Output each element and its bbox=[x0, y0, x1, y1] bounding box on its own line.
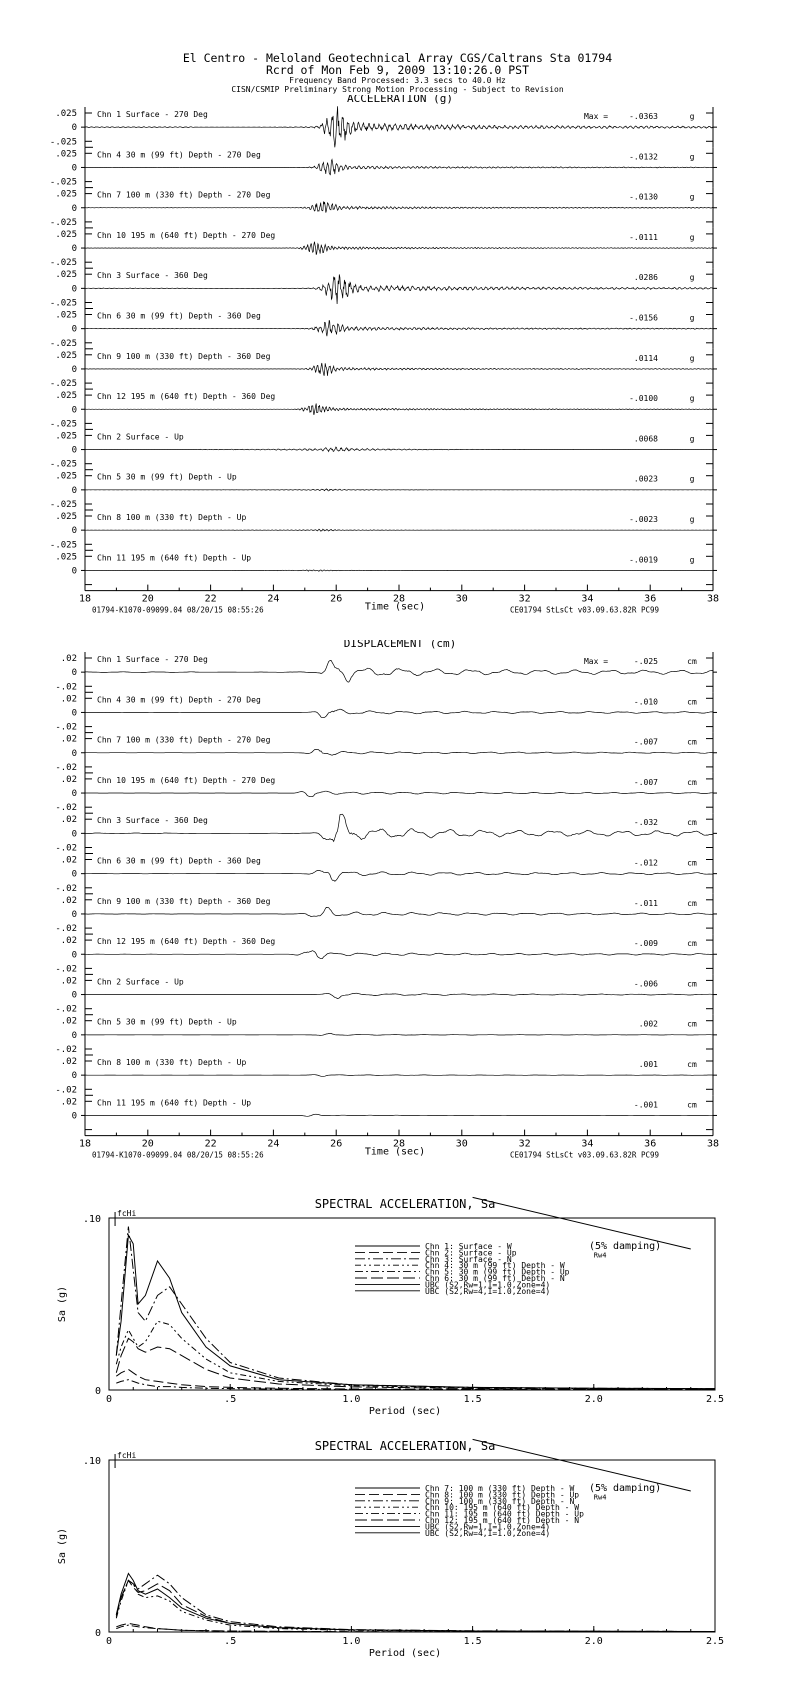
unit-label: cm bbox=[687, 818, 697, 828]
peak-value: -.009 bbox=[633, 939, 658, 949]
x-tick-label: 24 bbox=[267, 1138, 280, 1150]
peak-value: -.032 bbox=[633, 818, 658, 828]
ytick-label: .025 bbox=[55, 471, 77, 482]
x-tick-label: 18 bbox=[78, 1138, 92, 1150]
x-tick-label: 28 bbox=[392, 593, 406, 605]
waveform-trace bbox=[85, 871, 713, 882]
ytick-label: .025 bbox=[55, 189, 77, 200]
channel-panel bbox=[50, 389, 717, 429]
x-tick-label: 1.0 bbox=[342, 1636, 361, 1647]
ytick-label: 0 bbox=[71, 1030, 77, 1041]
ytick-label: 0 bbox=[71, 708, 77, 719]
x-tick-label: 22 bbox=[204, 593, 217, 605]
peak-value: -.006 bbox=[633, 979, 658, 989]
x-tick-label: 2.5 bbox=[705, 1636, 725, 1647]
y-tick-label: 0 bbox=[94, 1386, 101, 1397]
ytick-label: -.025 bbox=[49, 459, 77, 470]
peak-value: .0068 bbox=[633, 434, 658, 444]
x-axis-label: Period (sec) bbox=[368, 1648, 442, 1659]
chart-title: SPECTRAL ACCELERATION, Sa bbox=[314, 1439, 496, 1453]
ytick-label: .02 bbox=[60, 1016, 77, 1027]
spectrum-curve bbox=[116, 1574, 715, 1632]
waveform-trace bbox=[85, 489, 713, 491]
channel-label: Chn 9 100 m (330 ft) Depth - 360 Deg bbox=[97, 896, 271, 906]
ytick-label: .02 bbox=[60, 855, 77, 866]
spectral-chart-1 bbox=[0, 1190, 795, 1430]
unit-label: cm bbox=[687, 1060, 697, 1069]
waveform-trace bbox=[85, 363, 713, 376]
peak-value: .002 bbox=[638, 1019, 658, 1029]
ytick-label: .02 bbox=[60, 815, 77, 826]
waveform-trace bbox=[85, 160, 713, 176]
x-tick-label: 1.5 bbox=[463, 1394, 482, 1405]
ytick-label: 0 bbox=[71, 284, 77, 295]
channel-label: Chn 6 30 m (99 ft) Depth - 360 Deg bbox=[97, 311, 261, 321]
ytick-label: .025 bbox=[55, 552, 77, 563]
x-tick-label: 32 bbox=[518, 593, 531, 605]
ytick-label: -.025 bbox=[49, 338, 77, 349]
ytick-label: -.02 bbox=[55, 1085, 77, 1096]
unit-label: g bbox=[689, 515, 695, 524]
x-tick-label: .5 bbox=[224, 1394, 237, 1405]
channel-panel bbox=[50, 309, 717, 349]
channel-panel bbox=[55, 813, 717, 853]
ytick-label: -.02 bbox=[55, 843, 77, 854]
ytick-label: -.025 bbox=[49, 177, 77, 188]
footer-right: CE01794 StLsCt v03.09.63.82R PC99 bbox=[510, 1150, 660, 1160]
frequency-band: Frequency Band Processed: 3.3 secs to 40.0 Hz bbox=[289, 76, 506, 85]
ytick-label: 0 bbox=[71, 950, 77, 961]
ytick-label: -.025 bbox=[49, 500, 77, 510]
unit-label: g bbox=[689, 474, 695, 484]
channel-label: Chn 6 30 m (99 ft) Depth - 360 Deg bbox=[97, 856, 261, 866]
ytick-label: -.025 bbox=[49, 217, 77, 228]
x-tick-label: 34 bbox=[581, 1138, 594, 1150]
peak-value: -.012 bbox=[633, 858, 658, 868]
spectral-chart-2 bbox=[0, 1432, 795, 1678]
ytick-label: .025 bbox=[55, 350, 77, 361]
channel-label: Chn 10 195 m (640 ft) Depth - 270 Deg bbox=[97, 775, 276, 785]
x-tick-label: 34 bbox=[581, 593, 594, 605]
channel-panel bbox=[55, 854, 717, 894]
ytick-label: .025 bbox=[55, 512, 77, 522]
x-tick-label: 36 bbox=[644, 593, 657, 605]
peak-value: -.007 bbox=[633, 777, 658, 787]
ytick-label: 0 bbox=[71, 869, 77, 880]
channel-label: Chn 1 Surface - 270 Deg bbox=[97, 655, 208, 664]
channel-label: Chn 4 30 m (99 ft) Depth - 270 Deg bbox=[97, 695, 261, 705]
channel-label: Chn 3 Surface - 360 Deg bbox=[97, 816, 208, 826]
y-axis-label: Sa (g) bbox=[57, 1285, 68, 1323]
channel-label: Chn 12 195 m (640 ft) Depth - 360 Deg bbox=[97, 937, 276, 947]
unit-label: cm bbox=[687, 657, 697, 666]
unit-label: g bbox=[689, 313, 695, 323]
spectrum-curve bbox=[116, 1321, 715, 1389]
unit-label: cm bbox=[687, 979, 697, 989]
ytick-label: -.02 bbox=[55, 762, 77, 773]
ytick-label: -.02 bbox=[55, 682, 77, 693]
unit-label: cm bbox=[687, 898, 697, 908]
channel-panel bbox=[55, 1055, 717, 1095]
channel-panel bbox=[55, 692, 717, 732]
x-tick-label: 26 bbox=[330, 1138, 343, 1150]
ytick-label: 0 bbox=[71, 748, 77, 759]
unit-label: cm bbox=[687, 1100, 697, 1110]
ytick-label: -.02 bbox=[55, 1045, 77, 1055]
channel-label: Chn 1 Surface - 270 Deg bbox=[97, 110, 208, 119]
x-tick-label: 18 bbox=[78, 593, 92, 605]
ytick-label: 0 bbox=[71, 990, 77, 1001]
legend-entry: Chn 2: Surface - Up bbox=[425, 1248, 517, 1258]
unit-label: g bbox=[689, 112, 695, 121]
ytick-label: 0 bbox=[71, 909, 77, 920]
channel-panel bbox=[50, 510, 717, 550]
panel-title: DISPLACEMENT (cm) bbox=[343, 640, 457, 650]
waveform-trace bbox=[85, 447, 713, 452]
acceleration-chart bbox=[0, 95, 795, 620]
channel-panel bbox=[55, 974, 717, 1014]
channel-label: Chn 5 30 m (99 ft) Depth - Up bbox=[97, 472, 237, 482]
waveform-trace bbox=[85, 202, 713, 213]
unit-label: g bbox=[689, 152, 695, 162]
y-tick-label: .10 bbox=[82, 1214, 101, 1225]
ytick-label: 0 bbox=[71, 1111, 77, 1122]
ytick-label: .025 bbox=[55, 310, 77, 321]
x-tick-label: 38 bbox=[706, 593, 720, 605]
ytick-label: -.02 bbox=[55, 722, 77, 733]
ytick-label: 0 bbox=[71, 445, 77, 456]
channel-label: Chn 8 100 m (330 ft) Depth - Up bbox=[97, 1058, 247, 1067]
footer-right: CE01794 StLsCt v03.09.63.82R PC99 bbox=[510, 605, 660, 615]
channel-label: Chn 11 195 m (640 ft) Depth - Up bbox=[97, 553, 252, 563]
ytick-label: 0 bbox=[71, 324, 77, 335]
channel-label: Chn 12 195 m (640 ft) Depth - 360 Deg bbox=[97, 392, 276, 402]
spectrum-curve bbox=[116, 1580, 715, 1631]
ytick-label: .025 bbox=[55, 109, 77, 119]
waveform-trace bbox=[85, 404, 713, 415]
ytick-label: .025 bbox=[55, 149, 77, 160]
unit-label: g bbox=[689, 273, 695, 283]
channel-label: Chn 3 Surface - 360 Deg bbox=[97, 271, 208, 281]
x-tick-label: .5 bbox=[224, 1636, 237, 1647]
waveform-trace bbox=[85, 242, 713, 255]
spectrum-curve bbox=[116, 1338, 715, 1389]
channel-label: Chn 4 30 m (99 ft) Depth - 270 Deg bbox=[97, 150, 261, 160]
channel-panel bbox=[55, 894, 717, 934]
channel-label: Chn 2 Surface - Up bbox=[97, 432, 184, 442]
legend-entry: Chn 1: Surface - W bbox=[425, 1242, 512, 1251]
y-axis-label: Sa (g) bbox=[57, 1527, 68, 1565]
ytick-label: -.025 bbox=[49, 379, 77, 390]
max-label: Max = bbox=[583, 657, 609, 666]
channel-panel bbox=[50, 147, 717, 187]
legend-entry: Chn 4: 30 m (99 ft) Depth - W bbox=[425, 1261, 565, 1271]
waveform-trace bbox=[85, 791, 713, 797]
peak-value: -.0111 bbox=[629, 232, 658, 242]
channel-panel bbox=[50, 188, 717, 228]
station-title: El Centro - Meloland Geotechnical Array CGS/Caltrans Sta 01794 bbox=[182, 51, 613, 65]
displacement-chart bbox=[0, 640, 795, 1160]
ytick-label: -.02 bbox=[55, 1004, 77, 1015]
ytick-label: .02 bbox=[60, 694, 77, 705]
unit-label: cm bbox=[687, 737, 697, 747]
channel-label: Chn 8 100 m (330 ft) Depth - Up bbox=[97, 513, 247, 522]
channel-panel bbox=[55, 550, 717, 590]
x-tick-label: 38 bbox=[706, 1138, 720, 1150]
channel-panel bbox=[55, 1015, 717, 1055]
ytick-label: .025 bbox=[55, 229, 77, 240]
ytick-label: -.025 bbox=[49, 419, 77, 430]
channel-label: Chn 7 100 m (330 ft) Depth - 270 Deg bbox=[97, 190, 271, 200]
x-tick-label: 24 bbox=[267, 593, 280, 605]
ytick-label: 0 bbox=[71, 203, 77, 214]
channel-panel bbox=[50, 106, 717, 147]
channel-panel bbox=[50, 429, 717, 469]
ytick-label: 0 bbox=[71, 485, 77, 496]
panel-title: ACCELERATION (g) bbox=[347, 95, 453, 105]
legend-entry: Chn 9: 100 m (330 ft) Depth - N bbox=[425, 1496, 575, 1506]
channel-panel bbox=[55, 652, 717, 692]
y-tick-label: 0 bbox=[94, 1628, 101, 1639]
legend-entry: UBC (S2,Rw=1,I=1.0,Zone=4) bbox=[425, 1280, 551, 1290]
ytick-label: .02 bbox=[60, 654, 77, 664]
peak-value: -.0156 bbox=[629, 313, 658, 323]
x-tick-label: 20 bbox=[141, 1138, 154, 1150]
peak-value: -.011 bbox=[633, 898, 658, 908]
peak-value: -.0019 bbox=[629, 555, 658, 565]
legend-entry: UBC (S2,Rw=1,I=1.0,Zone=4) bbox=[425, 1522, 551, 1532]
processing-note: CISN/CSMIP Preliminary Strong Motion Processing - Subject to Revision bbox=[231, 85, 564, 94]
channel-panel bbox=[55, 934, 717, 974]
ytick-label: 0 bbox=[71, 405, 77, 416]
channel-panel bbox=[50, 349, 717, 389]
peak-value: -.0100 bbox=[629, 394, 658, 404]
channel-label: Chn 10 195 m (640 ft) Depth - 270 Deg bbox=[97, 230, 276, 240]
legend-entry: Chn 6: 30 m (99 ft) Depth - N bbox=[425, 1274, 565, 1283]
x-tick-label: 26 bbox=[330, 593, 343, 605]
legend-entry: Chn 10: 195 m (640 ft) Depth - W bbox=[425, 1503, 580, 1513]
channel-label: Chn 11 195 m (640 ft) Depth - Up bbox=[97, 1098, 252, 1108]
channel-label: Chn 7 100 m (330 ft) Depth - 270 Deg bbox=[97, 735, 271, 745]
peak-value: .0286 bbox=[633, 273, 658, 283]
x-tick-label: 28 bbox=[392, 1138, 406, 1150]
ytick-label: 0 bbox=[71, 1071, 77, 1082]
ytick-label: 0 bbox=[71, 526, 77, 537]
unit-label: g bbox=[689, 353, 695, 363]
unit-label: g bbox=[689, 192, 695, 202]
ytick-label: 0 bbox=[71, 789, 77, 800]
x-tick-label: 2.0 bbox=[584, 1394, 603, 1405]
unit-label: g bbox=[689, 434, 695, 444]
legend-entry: Chn 5: 30 m (99 ft) Depth - Up bbox=[425, 1267, 570, 1277]
unit-label: cm bbox=[687, 1019, 697, 1029]
rw-label: Rw4 bbox=[593, 1251, 607, 1260]
unit-label: g bbox=[689, 232, 695, 242]
peak-value: -.0023 bbox=[629, 515, 658, 524]
peak-value: .001 bbox=[638, 1060, 658, 1069]
unit-label: cm bbox=[687, 697, 697, 707]
peak-value: -.0132 bbox=[629, 152, 658, 162]
x-tick-label: 30 bbox=[455, 593, 468, 605]
legend-entry: Chn 12: 195 m (640 ft) Depth - N bbox=[425, 1516, 580, 1525]
channel-label: Chn 9 100 m (330 ft) Depth - 360 Deg bbox=[97, 351, 271, 361]
ytick-label: -.025 bbox=[49, 540, 77, 551]
waveform-trace bbox=[85, 1034, 713, 1036]
ytick-label: .02 bbox=[60, 936, 77, 947]
spectrum-curve bbox=[116, 1235, 715, 1388]
channel-label: Chn 5 30 m (99 ft) Depth - Up bbox=[97, 1017, 237, 1027]
y-tick-label: .10 bbox=[82, 1456, 101, 1467]
ytick-label: .025 bbox=[55, 270, 77, 281]
spectrum-curve bbox=[116, 1575, 715, 1631]
ytick-label: 0 bbox=[71, 364, 77, 375]
x-tick-label: 32 bbox=[518, 1138, 531, 1150]
channel-panel bbox=[55, 733, 717, 773]
rw-label: Rw4 bbox=[593, 1493, 607, 1502]
max-label: Max = bbox=[583, 112, 609, 121]
unit-label: cm bbox=[687, 939, 697, 949]
ytick-label: -.02 bbox=[55, 964, 77, 975]
peak-value: -.007 bbox=[633, 737, 658, 747]
ytick-label: .02 bbox=[60, 734, 77, 745]
ytick-label: 0 bbox=[71, 244, 77, 255]
peak-value: -.0130 bbox=[629, 192, 658, 202]
ytick-label: -.025 bbox=[49, 137, 77, 148]
ytick-label: -.02 bbox=[55, 883, 77, 894]
peak-value: -.0363 bbox=[629, 112, 658, 121]
ytick-label: 0 bbox=[71, 566, 77, 577]
footer-left: 01794-K1070-09099.04 08/20/15 08:55:26 bbox=[92, 1150, 264, 1160]
waveform-trace bbox=[85, 993, 713, 998]
ytick-label: .02 bbox=[60, 774, 77, 785]
ytick-label: .02 bbox=[60, 976, 77, 987]
peak-value: -.010 bbox=[633, 697, 658, 707]
ytick-label: .025 bbox=[55, 431, 77, 442]
waveform-trace bbox=[85, 529, 713, 531]
ytick-label: .025 bbox=[55, 391, 77, 402]
fchi-label: fcHi bbox=[117, 1451, 137, 1460]
x-tick-label: 1.5 bbox=[463, 1636, 482, 1647]
waveform-trace bbox=[85, 709, 713, 718]
x-axis-label: Time (sec) bbox=[364, 1146, 426, 1158]
x-tick-label: 30 bbox=[455, 1138, 468, 1150]
record-time: Rcrd of Mon Feb 9, 2009 13:10:26.0 PST bbox=[265, 63, 530, 77]
x-tick-label: 20 bbox=[141, 593, 154, 605]
legend-entry: UBC (S2,Rw=4,I=1.0,Zone=4) bbox=[425, 1528, 551, 1538]
waveform-trace bbox=[85, 570, 713, 571]
ytick-label: -.025 bbox=[49, 298, 77, 309]
damping-label: (5% damping) bbox=[588, 1482, 662, 1494]
chart-title: SPECTRAL ACCELERATION, Sa bbox=[314, 1197, 496, 1211]
legend-entry: UBC (S2,Rw=4,I=1.0,Zone=4) bbox=[425, 1286, 551, 1296]
waveform-trace bbox=[85, 1114, 713, 1116]
channel-panel bbox=[61, 1095, 717, 1135]
x-tick-label: 0 bbox=[105, 1636, 113, 1647]
x-tick-label: 2.0 bbox=[584, 1636, 603, 1647]
waveform-trace bbox=[85, 951, 713, 959]
waveform-trace bbox=[85, 907, 713, 916]
legend-entry: Chn 8: 100 m (330 ft) Depth - Up bbox=[425, 1490, 580, 1500]
ytick-label: 0 bbox=[71, 163, 77, 174]
x-axis-label: Period (sec) bbox=[368, 1406, 442, 1417]
ytick-label: -.02 bbox=[55, 803, 77, 814]
fchi-label: fcHi bbox=[117, 1209, 137, 1218]
ytick-label: .02 bbox=[60, 895, 77, 906]
channel-panel bbox=[55, 773, 717, 813]
peak-value: -.001 bbox=[633, 1100, 658, 1110]
legend-entry: Chn 7: 100 m (330 ft) Depth - W bbox=[425, 1484, 575, 1493]
x-tick-label: 36 bbox=[644, 1138, 657, 1150]
x-tick-label: 22 bbox=[204, 1138, 217, 1150]
x-tick-label: 0 bbox=[105, 1394, 113, 1405]
channel-panel bbox=[50, 470, 717, 510]
peak-value: -.025 bbox=[633, 657, 658, 666]
ytick-label: .02 bbox=[60, 1097, 77, 1108]
ytick-label: 0 bbox=[71, 829, 77, 840]
waveform-trace bbox=[85, 1075, 713, 1077]
unit-label: g bbox=[689, 555, 695, 565]
unit-label: g bbox=[689, 394, 695, 404]
waveform-trace bbox=[85, 320, 713, 336]
spectrum-curve bbox=[116, 1580, 715, 1631]
ytick-label: 0 bbox=[71, 123, 77, 134]
ytick-label: 0 bbox=[71, 668, 77, 679]
channel-panel bbox=[50, 228, 717, 268]
ytick-label: -.025 bbox=[49, 258, 77, 269]
unit-label: cm bbox=[687, 777, 697, 787]
channel-panel bbox=[50, 268, 717, 308]
ytick-label: .02 bbox=[60, 1057, 77, 1067]
legend-entry: Chn 11: 195 m (640 ft) Depth - Up bbox=[425, 1509, 584, 1519]
x-tick-label: 2.5 bbox=[705, 1394, 725, 1405]
peak-value: .0114 bbox=[633, 353, 658, 363]
x-tick-label: 1.0 bbox=[342, 1394, 361, 1405]
unit-label: cm bbox=[687, 858, 697, 868]
legend-entry: Chn 3: Surface - N bbox=[425, 1254, 512, 1264]
x-axis-label: Time (sec) bbox=[364, 601, 426, 613]
peak-value: .0023 bbox=[633, 474, 658, 484]
waveform-trace bbox=[85, 749, 713, 755]
damping-label: (5% damping) bbox=[588, 1240, 662, 1252]
ytick-label: -.02 bbox=[55, 924, 77, 935]
channel-label: Chn 2 Surface - Up bbox=[97, 977, 184, 987]
footer-left: 01794-K1070-09099.04 08/20/15 08:55:26 bbox=[92, 605, 264, 615]
